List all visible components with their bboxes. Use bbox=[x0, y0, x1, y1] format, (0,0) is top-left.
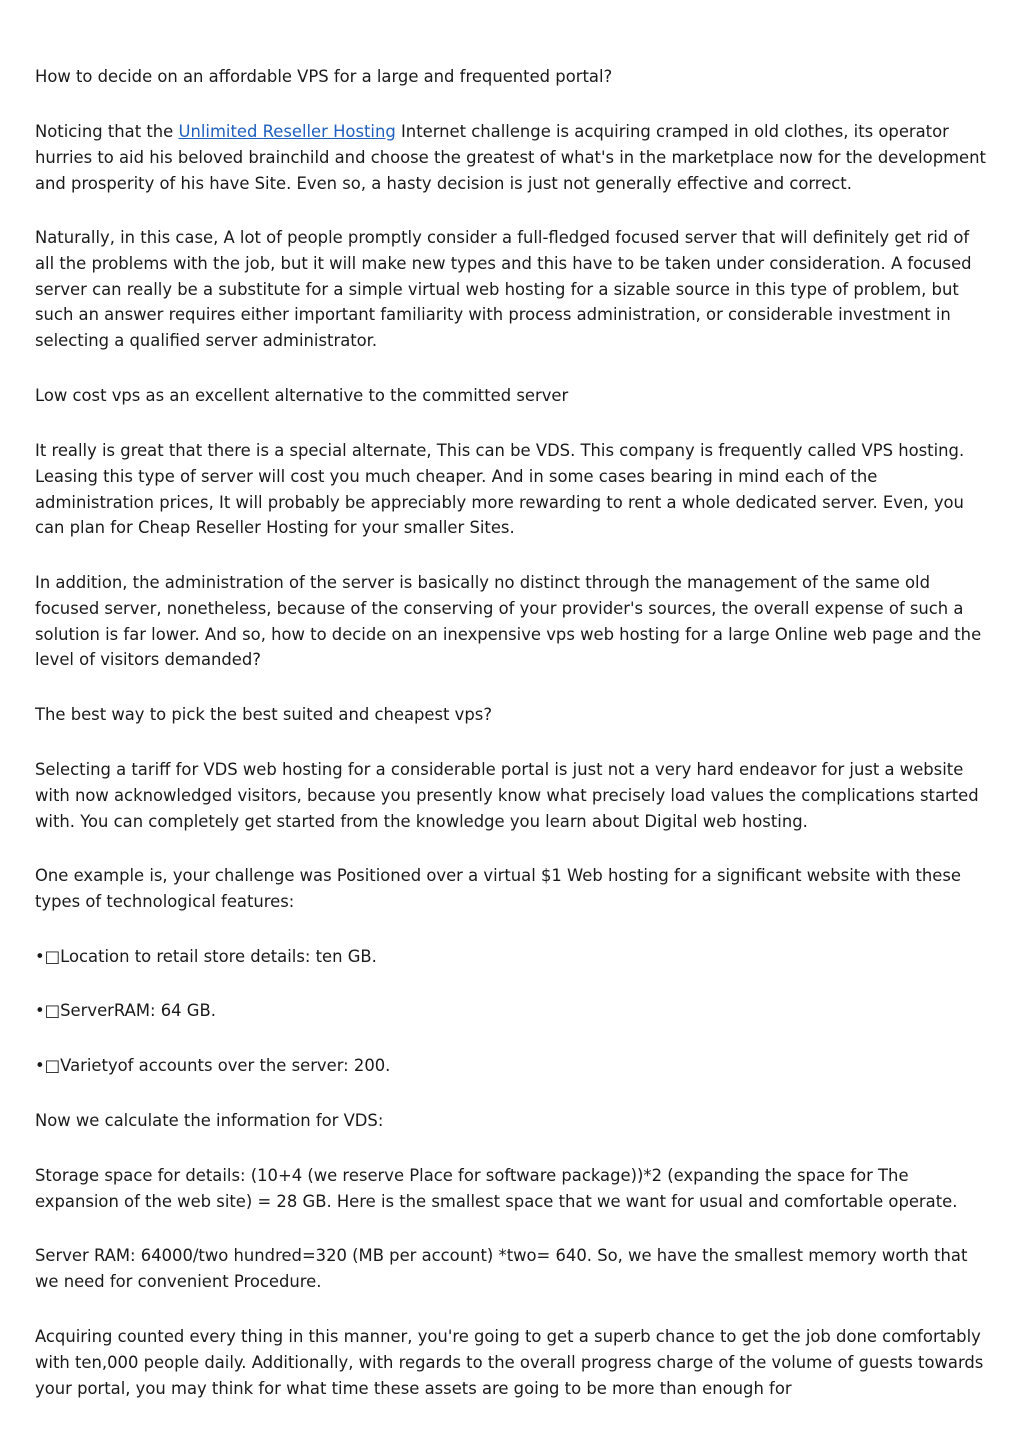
paragraph-administration: In addition, the administration of the server is basically no distinct through the management of the same old focused server, nonetheless, because of the conserving of your provider's sources, the overall expense of such a solution is far lower. And so, how to decide on an inexpensive vps web hosting for a large Online web page and the level of visitors demanded? bbox=[35, 573, 982, 670]
paragraph-conclusion: Acquiring counted every thing in this manner, you're going to get a superb chance to get the job done comfortably with ten,000 people daily. Additionally, with regards to the overall progress charge of the volume of guests towards your portal, you may think for what time these assets are going to be more than enough for bbox=[35, 1327, 984, 1398]
section-heading-low-cost-vps: Low cost vps as an excellent alternative to the committed server bbox=[35, 386, 569, 405]
bullet-item-ram: •□ServerRAM: 64 GB. bbox=[35, 1001, 216, 1020]
paragraph-calculate: Now we calculate the information for VDS: bbox=[35, 1111, 384, 1130]
bullet-item-storage: •□Location to retail store details: ten GB. bbox=[35, 947, 377, 966]
paragraph-selecting-tariff: Selecting a tariff for VDS web hosting for a considerable portal is just not a very hard endeavor for just a website with now acknowledged visitors, because you presently know what precisely load values the complications started with. You can completely get started from the knowledge you learn about Digital web hosting. bbox=[35, 760, 979, 831]
paragraph-dedicated-server: Naturally, in this case, A lot of people promptly consider a full-fledged focused server that will definitely get rid of all the problems with the job, but it will make new types and this have to be taken under consideration. A focused server can really be a substitute for a simple virtual web hosting for a sizable source in this type of problem, but such an answer requires either important familiarity with process administration, or considerable investment in selecting a qualified server administrator. bbox=[35, 228, 972, 351]
document-title-line: How to decide on an affordable VPS for a large and frequented portal? bbox=[35, 67, 613, 86]
unlimited-reseller-hosting-link[interactable]: Unlimited Reseller Hosting bbox=[178, 122, 396, 141]
paragraph-storage-space: Storage space for details: (10+4 (we reserve Place for software package))*2 (expanding the space for The expansion of the web site) = 28 GB. Here is the smallest space that we want for usual and comfortable operate. bbox=[35, 1166, 958, 1211]
paragraph-intro-after-link: Internet challenge is acquiring cramped in old clothes, its operator hurries to aid his beloved brainchild and choose the greatest of what's in the marketplace now for the development and prosperity of his have Site. Even so, a hasty decision is just not generally effective and correct. bbox=[35, 122, 986, 193]
paragraph-server-ram: Server RAM: 64000/two hundred=320 (MB per account) *two= 640. So, we have the smallest memory worth that we need for convenient Procedure. bbox=[35, 1246, 968, 1291]
paragraph-example: One example is, your challenge was Positioned over a virtual $1 Web hosting for a significant website with these types of technological features: bbox=[35, 866, 961, 911]
bullet-item-accounts: •□Varietyof accounts over the server: 200. bbox=[35, 1056, 391, 1075]
paragraph-intro bbox=[35, 119, 990, 196]
paragraph-intro-before-link: Noticing that the bbox=[35, 122, 179, 141]
section-heading-pick-vps: The best way to pick the best suited and cheapest vps? bbox=[35, 705, 493, 724]
paragraph-vds-alternative: It really is great that there is a special alternate, This can be VDS. This company is frequently called VPS hosting. Leasing this type of server will cost you much cheaper. And in some cases bearing in mind each of the administration prices, It will probably be appreciably more rewarding to rent a whole dedicated server. Even, you can plan for Cheap Reseller Hosting for your smaller Sites. bbox=[35, 441, 965, 538]
